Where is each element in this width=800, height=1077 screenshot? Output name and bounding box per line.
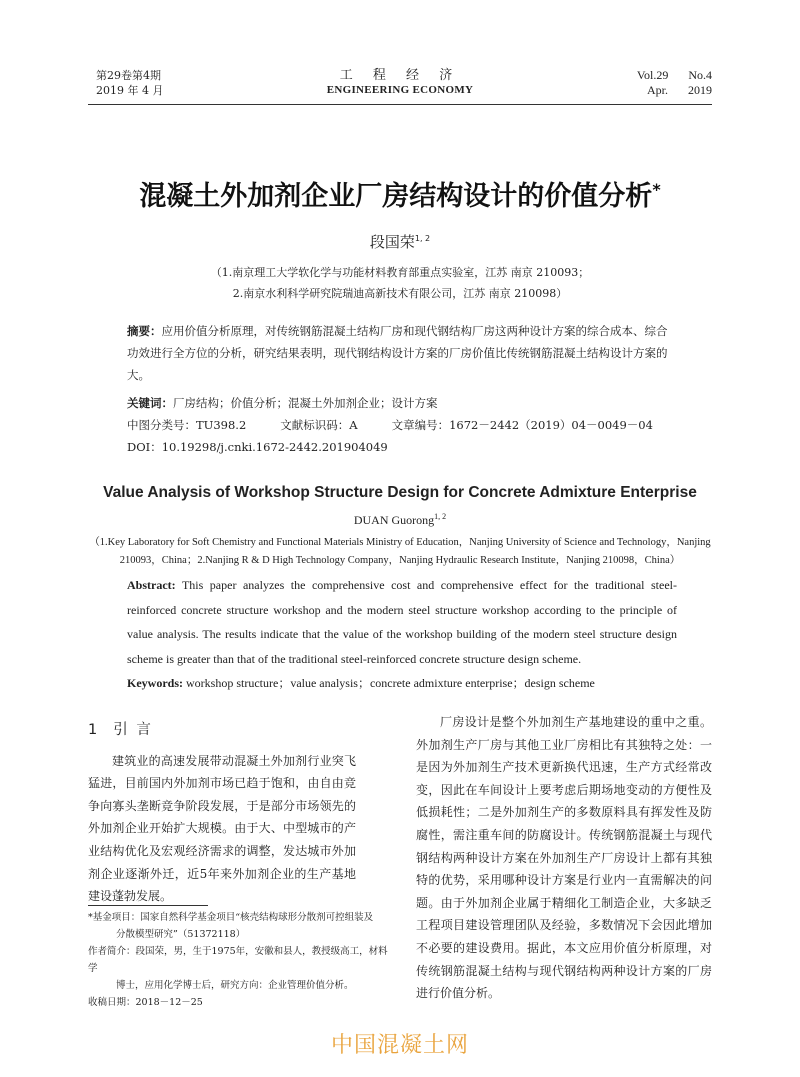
article-number: 文章编号：1672－2442（2019）04－0049－04 (391, 418, 653, 432)
header-right (637, 68, 712, 98)
running-header (88, 68, 712, 104)
body-paragraph: 建筑业的高速发展带动混凝土外加剂行业突飞猛进，目前国内外加剂市场已趋于饱和，由自由竞争向寡头垄断竞争阶段发展，于是部分市场领先的外加剂企业开始扩大规模。由于大、中型城市的产业结构优化及宏观经济需求的调整，发达城市外加剂企业逐渐外迁，近5年来外加剂企业的生产基地建设蓬勃发展。 (88, 753, 356, 904)
author-bio: 作者简介：段国荣，男，生于1975年，安徽和县人，教授级高工，材料学 (88, 946, 388, 974)
body-paragraph: 厂房设计是整个外加剂生产基地建设的重中之重。外加剂生产厂房与其他工业厂房相比有其独特之处：一是因为外加剂生产技术更新换代迅速，生产方式经常改变，因此在车间设计上要考虑后期场地变动的方便性及低损耗性；二是外加剂生产的多数原料具有挥发性及防腐性，需注重车间的防腐设计。传统钢筋混凝土与现代钢结构两种设计方案在外加剂生产厂房设计上都有其独特的优势，采用哪种设计方案是行业内一直需解决的问题。由于外加剂企业属于精细化工制造企业，大多缺乏工程项目建设管理团队及经验，多数情况下会因此增加不必要的建设费用。据此，本文应用价值分析原理，对传统钢筋混凝土结构与现代钢结构两种设计方案的厂房进行价值分析。 (416, 715, 712, 1001)
abstract-cn (127, 320, 677, 386)
volume-cn: 第29卷第4期 (96, 69, 161, 82)
keywords-cn-text: 厂房结构；价值分析；混凝土外加剂企业；设计方案 (173, 396, 438, 410)
abstract-en (127, 573, 677, 671)
body-column-right (416, 711, 712, 1005)
section-title: 引 言 (113, 722, 153, 738)
author-bio-cont: 博士，应用化学博士后，研究方向：企业管理价值分析。 (116, 980, 354, 991)
title-footnote-mark: * (652, 180, 661, 199)
section-heading (88, 719, 356, 742)
site-watermark: 中国混凝土网 (330, 1033, 469, 1058)
abstract-cn-block (127, 320, 677, 458)
author-cn (0, 231, 800, 252)
author-en-affil-mark: 1, 2 (434, 512, 447, 521)
doi: DOI：10.19298/j.cnki.1672-2442.201904049 (127, 440, 388, 454)
section-number: 1 (88, 722, 100, 738)
volume-en: Vol.29 (636, 68, 669, 82)
fund-note-cont: 分散模型研究”（51372118） (116, 929, 246, 940)
affiliations-en (88, 534, 712, 570)
journal-name-cn: 工 程 经 济 (339, 68, 461, 83)
paper-title-en: Value Analysis of Workshop Structure Design for Concrete Admixture Enterprise (103, 484, 697, 501)
keywords-cn (127, 392, 677, 414)
abstract-en-text: This paper analyzes the comprehensive cost and comprehensive effect for the traditional steel-reinforced concrete structure workshop and the modern steel structure workshop according to the principle of value analysis. The results indicate that the value of the workshop building of the modern steel structure design scheme is greater than that of the traditional steel-reinforced concrete structure design scheme. (127, 578, 677, 666)
keywords-en-text: workshop structure；value analysis；concrete admixture enterprise；design scheme (186, 676, 595, 690)
keywords-cn-label: 关键词： (127, 396, 173, 410)
footnotes (88, 909, 388, 1011)
affiliations-cn (0, 262, 800, 304)
month-en: Apr. (647, 83, 668, 97)
affiliation-en-line: （1.Key Laboratory for Soft Chemistry and Functional Materials Ministry of Education，Nanjing University of Science and Technology，Nanjing (89, 537, 711, 548)
abstract-cn-text: 应用价值分析原理，对传统钢筋混凝土结构厂房和现代钢结构厂房这两种设计方案的综合成本、综合功效进行全方位的分析，研究结果表明，现代钢结构设计方案的厂房价值比传统钢筋混凝土结构设计方案的大。 (127, 324, 668, 382)
body-column-left (88, 719, 356, 908)
header-divider (88, 104, 712, 105)
footnote-divider (88, 905, 208, 906)
author-en (0, 512, 800, 528)
affiliation-en-line: 210093，China；2.Nanjing R & D High Technology Company，Nanjing Hydraulic Research Institute，Nanjing 210098，China） (119, 555, 681, 566)
classification-row (127, 414, 677, 436)
keywords-en-label: Keywords: (127, 676, 183, 690)
author-name-cn: 段国荣 (369, 233, 415, 251)
abstract-en-label: Abstract: (127, 578, 176, 592)
abstract-en-block (127, 573, 677, 696)
title-cn-text: 混凝土外加剂企业厂房结构设计的价值分析 (139, 181, 653, 212)
keywords-en (127, 671, 677, 696)
received-date: 收稿日期：2018－12－25 (88, 997, 203, 1008)
author-name-en: DUAN Guorong (353, 513, 435, 527)
clc-number: 中图分类号：TU398.2 (127, 418, 247, 432)
date-cn: 2019 年 4 月 (96, 84, 164, 97)
author-affil-mark: 1, 2 (414, 234, 431, 243)
paper-title-cn (0, 174, 800, 213)
document-code: 文献标识码：A (280, 418, 358, 432)
journal-name-en: ENGINEERING ECONOMY (326, 84, 474, 96)
fund-note: *基金项目：国家自然科学基金项目“核壳结构球形分散剂可控组装及 (88, 912, 374, 923)
affiliation-cn-line: （1.南京理工大学软化学与功能材料教育部重点实验室，江苏 南京 210093； (210, 266, 590, 279)
issue-en: No.4 (688, 68, 712, 82)
abstract-cn-label: 摘要： (127, 324, 162, 338)
year-en: 2019 (688, 83, 712, 97)
affiliation-cn-line: 2.南京水利科学研究院瑞迪高新技术有限公司，江苏 南京 210098） (232, 287, 568, 300)
header-journal (88, 68, 712, 98)
